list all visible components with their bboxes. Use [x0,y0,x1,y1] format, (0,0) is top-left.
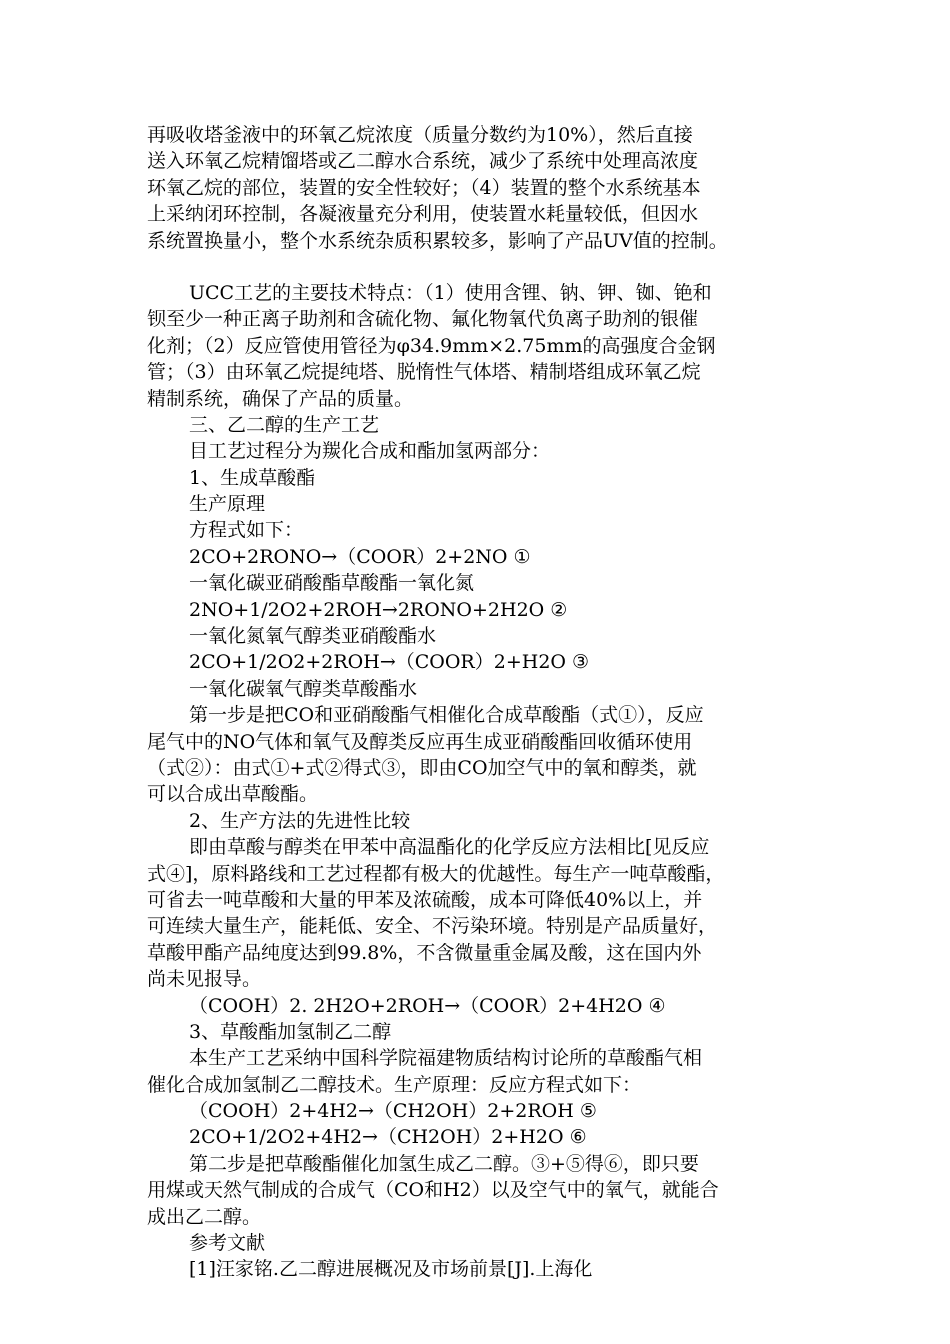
equation-2: 2NO+1/2O2+2ROH→2RONO+2H2O ② [189,598,568,621]
text-line: 系统置换量小，整个水系统杂质积累较多，影响了产品UV值的控制。 [147,229,728,252]
text-line: 送入环氧乙烷精馏塔或乙二醇水合系统，减少了系统中处理高浓度 [147,150,699,173]
text-line: 钡至少一种正离子助剂和含硫化物、氟化物氧代负离子助剂的银催 [147,308,699,331]
paragraph-step-one [147,702,827,808]
subheading-comparison: 2、生产方法的先进性比较 [189,809,411,832]
paragraph-gap [147,254,827,280]
paragraph-eo-process-tail [147,122,827,254]
document-page [147,122,827,1283]
text-line: 再吸收塔釜液中的环氧乙烷浓度（质量分数约为10%），然后直接 [147,124,693,146]
text-line: 即由草酸与醇类在甲苯中高温酯化的化学反应方法相比[见反应 [189,836,710,859]
equation-3: 2CO+1/2O2+2ROH→（COOR）2+H2O ③ [189,651,590,674]
equation-1: 2CO+2RONO→（COOR）2+2NO ① [189,545,531,568]
text-line: 化剂；（2）反应管使用管径为φ34.9mm×2.75mm的高强度合金钢 [147,334,716,357]
section-heading: 三、乙二醇的生产工艺 [189,413,380,436]
text-line: 草酸甲酯产品纯度达到99.8%，不含微量重金属及酸，这在国内外 [147,941,702,964]
intro-text: 目工艺过程分为羰化合成和酯加氢两部分： [189,440,551,463]
text-line: 管；（3）由环氧乙烷提纯塔、脱惰性气体塔、精制塔组成环氧乙烷 [147,361,701,384]
principle-label: 生产原理 [189,493,266,516]
text-line: 尾气中的NO气体和氧气及醇类反应再生成亚硝酸酯回收循环使用 [147,730,693,753]
text-line: （式②）：由式①+式②得式③，即由CO加空气中的氧和醇类，就 [147,756,697,779]
text-line: 第一步是把CO和亚硝酸酯气相催化合成草酸酯（式①），反应 [189,704,704,727]
text-line: 式④]，原料路线和工艺过程都有极大的优越性。每生产一吨草酸酯， [147,862,725,885]
equation-1-note: 一氧化碳亚硝酸酯草酸酯一氧化氮 [189,572,475,595]
paragraph-hydrogenation [147,1045,827,1098]
equation-6: 2CO+1/2O2+4H2→（CH2OH）2+H2O ⑥ [189,1126,587,1149]
equation-3-note: 一氧化碳氧气醇类草酸酯水 [189,677,418,700]
text-line: 可连续大量生产，能耗低、安全、不污染环境。特别是产品质量好， [147,915,718,938]
subheading-hydrogenation: 3、草酸酯加氢制乙二醇 [189,1020,392,1043]
paragraph-step-two [147,1151,827,1230]
text-line: 成出乙二醇。 [147,1205,262,1228]
paragraph-comparison [147,834,827,992]
text-line: 环氧乙烷的部位，装置的安全性较好；（4）装置的整个水系统基本 [147,176,701,199]
equation-4: （COOH）2. 2H2O+2ROH→（COOR）2+4H2O ④ [189,994,666,1017]
reference-item: [1]汪家铭.乙二醇进展概况及市场前景[J].上海化 [189,1258,593,1281]
paragraph-ucc-features [147,280,827,412]
text-line: 可以合成出草酸酯。 [147,783,319,806]
text-line: 催化合成加氢制乙二醇技术。生产原理：反应方程式如下： [147,1073,642,1096]
subheading-oxalate: 1、生成草酸酯 [189,466,316,489]
references-title: 参考文献 [189,1232,266,1255]
equation-intro: 方程式如下： [189,519,304,542]
text-line: 上采纳闭环控制，各凝液量充分利用，使装置水耗量较低，但因水 [147,203,699,226]
text-line: 第二步是把草酸酯催化加氢生成乙二醇。③+⑤得⑥，即只要 [189,1152,699,1175]
text-line: 精制系统，确保了产品的质量。 [147,387,414,410]
equation-5: （COOH）2+4H2→（CH2OH）2+2ROH ⑤ [189,1100,597,1123]
text-line: 本生产工艺采纳中国科学院福建物质结构讨论所的草酸酯气相 [189,1047,703,1070]
text-line: 尚未见报导。 [147,968,262,991]
equation-2-note: 一氧化氮氧气醇类亚硝酸酯水 [189,625,437,648]
text-line: 可省去一吨草酸和大量的甲苯及浓硫酸，成本可降低40%以上，并 [147,888,703,911]
text-line: 用煤或天然气制成的合成气（CO和H2）以及空气中的氧气，就能合 [147,1179,719,1202]
text-line: UCC工艺的主要技术特点：（1）使用含锂、钠、钾、铷、铯和 [189,281,712,304]
